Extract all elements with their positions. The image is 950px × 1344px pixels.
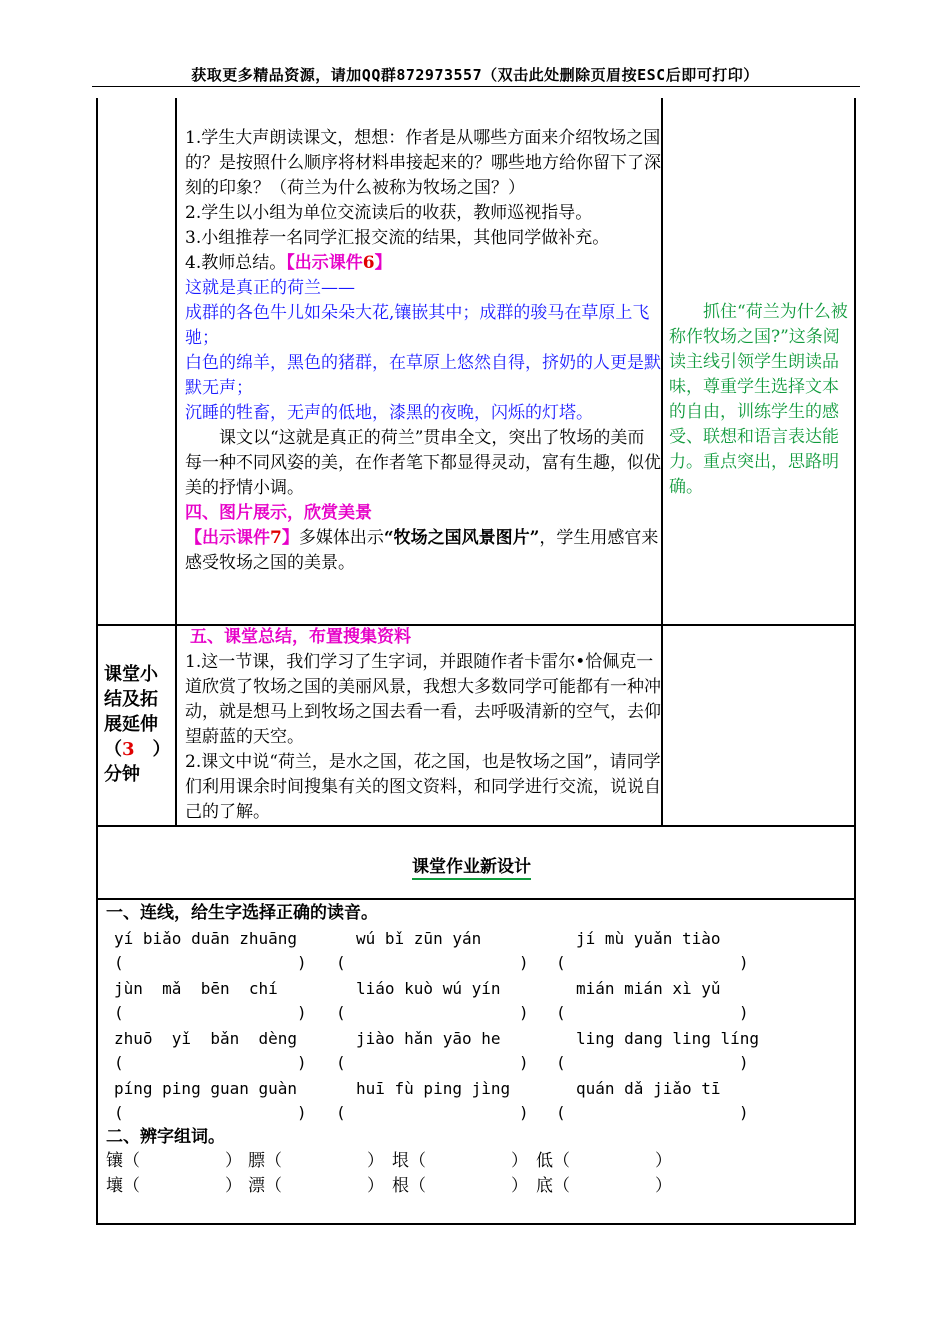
section2-label (104, 662, 174, 787)
pinyin-item: jùn mǎ bēn chí (114, 979, 278, 998)
table-border-right (854, 98, 856, 1224)
col-divider-1 (175, 98, 177, 826)
slide6-bracket: 【出示课件 (286, 253, 363, 273)
char-blank-item[interactable]: 垠（ ） (392, 1151, 528, 1171)
label-text-a: 课堂小结及拓展延伸（ (104, 664, 158, 760)
pinyin-item: píng ping guan guàn (114, 1079, 298, 1098)
char-blank-item[interactable]: 壤（ ） (106, 1176, 242, 1196)
section1-content (185, 126, 661, 576)
char-blank-item[interactable]: 低（ ） (536, 1151, 672, 1171)
answer-parentheses[interactable]: ( ) (556, 1053, 749, 1072)
col-divider-2 (661, 98, 663, 826)
slide6-close: 】 (374, 253, 392, 273)
para-teacher-summary (185, 251, 661, 276)
para-group-exchange: 2.学生以小组为单位交流读后的收获，教师巡视指导。 (185, 203, 593, 223)
answer-parentheses[interactable]: ( ) (556, 1103, 749, 1122)
row-divider-3 (96, 898, 856, 900)
table-border-left (96, 98, 98, 1224)
quote-line-3: 白色的绵羊，黑色的猪群，在草原上悠然自得，挤奶的人更是默默无声； (185, 353, 661, 398)
pinyin-item: ling dang ling líng (576, 1029, 760, 1048)
quote-line-4: 沉睡的牲畜，无声的低地，漆黑的夜晚，闪烁的灯塔。 (185, 403, 593, 423)
para-collect-materials: 2.课文中说“荷兰，是水之国，花之国，也是牧场之国”，请同学们利用课余时间搜集有关的图文资料，和同学进行交流，说说自己的了解。 (185, 752, 661, 822)
pinyin-item: yí biǎo duān zhuāng (114, 929, 298, 948)
heading-class-summary: 五、课堂总结，布置搜集资料 (190, 627, 411, 647)
answer-parentheses[interactable]: ( ) (336, 1003, 529, 1022)
pinyin-item: liáo kuò wú yín (356, 979, 501, 998)
para-group-report: 3.小组推荐一名同学汇报交流的结果，其他同学做补充。 (185, 228, 610, 248)
question-2: 二、辨字组词。 (106, 1127, 225, 1147)
pinyin-item: quán dǎ jiǎo tī (576, 1079, 721, 1098)
slide7-bracket: 【出示课件 (185, 528, 270, 548)
row-divider-2 (96, 825, 856, 827)
slide6-number: 6 (362, 253, 375, 273)
label-text-b: ）分钟 (104, 739, 171, 785)
answer-parentheses[interactable]: ( ) (114, 1053, 307, 1072)
slide7-rest: ，学生用感官来感受牧场之国的美景。 (185, 528, 659, 573)
answer-parentheses[interactable]: ( ) (336, 953, 529, 972)
answer-parentheses[interactable]: ( ) (556, 1003, 749, 1022)
answer-parentheses[interactable]: ( ) (336, 1103, 529, 1122)
pinyin-item: wú bǐ zūn yán (356, 929, 482, 948)
para-slide7 (185, 526, 661, 576)
header-rule (92, 86, 860, 87)
heading-picture-show: 四、图片展示，欣赏美景 (185, 503, 372, 523)
answer-parentheses[interactable]: ( ) (336, 1053, 529, 1072)
char-blank-item[interactable]: 漂（ ） (248, 1176, 384, 1196)
summary-prefix: 4.教师总结。 (185, 253, 287, 273)
pinyin-item: zhuō yǐ bǎn dèng (114, 1029, 298, 1048)
pinyin-item: huī fù ping jìng (356, 1079, 511, 1098)
slide7-bold: “牧场之国风景图片” (383, 528, 540, 548)
question-1: 一、连线，给生字选择正确的读音。 (106, 903, 378, 923)
char-blank-item[interactable]: 底（ ） (536, 1176, 672, 1196)
section2-content (185, 625, 661, 825)
page-header: 获取更多精品资源，请加QQ群872973557（双击此处删除页眉按ESC后即可打印） (191, 66, 759, 84)
para-text-analysis: 课文以“这就是真正的荷兰”贯串全文，突出了牧场的美而每一种不同风姿的美，在作者笔下都显得灵动，富有生趣，似优美的抒情小调。 (185, 428, 661, 498)
slide7-number: 7 (270, 528, 282, 548)
para-class-summary: 1.这一节课，我们学习了生字词，并跟随作者卡雷尔•恰佩克一道欣赏了牧场之国的美丽风景，我想大多数同学可能都有一种冲动，就是想马上到牧场之国去看一看，去呼吸清新的空气，去仰望蔚蓝的天空。 (185, 652, 661, 747)
quote-line-1: 这就是真正的荷兰—— (185, 278, 355, 298)
table-border-bottom (96, 1223, 856, 1225)
pinyin-item: mián mián xì yǔ (576, 979, 721, 998)
quote-line-2: 成群的各色牛儿如朵朵大花,镶嵌其中；成群的骏马在草原上飞驰； (185, 303, 650, 348)
answer-parentheses[interactable]: ( ) (114, 1003, 307, 1022)
homework-title: 课堂作业新设计 (412, 852, 531, 880)
pinyin-item: jiào hǎn yāo he (356, 1029, 501, 1048)
slide7-close: 】 (281, 528, 299, 548)
char-blank-item[interactable]: 根（ ） (392, 1176, 528, 1196)
pinyin-item: jí mù yuǎn tiào (576, 929, 721, 948)
design-note: 抓住“荷兰为什么被称作牧场之国?”这条阅读主线引领学生朗读品味，尊重学生选择文本的自由，训练学生的感受、联想和语言表达能力。重点突出，思路明确。 (669, 302, 848, 497)
answer-parentheses[interactable]: ( ) (114, 1103, 307, 1122)
char-blank-item[interactable]: 膘（ ） (248, 1151, 384, 1171)
slide7-mid: 多媒体出示 (298, 528, 384, 548)
label-minutes: 3 (122, 739, 135, 760)
char-blank-item[interactable]: 镶（ ） (106, 1151, 242, 1171)
para-reading-task: 1.学生大声朗读课文，想想：作者是从哪些方面来介绍牧场之国的？是按照什么顺序将材料串接起来的？哪些地方给你留下了深刻的印象？（荷兰为什么被称为牧场之国？） (185, 128, 661, 198)
answer-parentheses[interactable]: ( ) (556, 953, 749, 972)
answer-parentheses[interactable]: ( ) (114, 953, 307, 972)
